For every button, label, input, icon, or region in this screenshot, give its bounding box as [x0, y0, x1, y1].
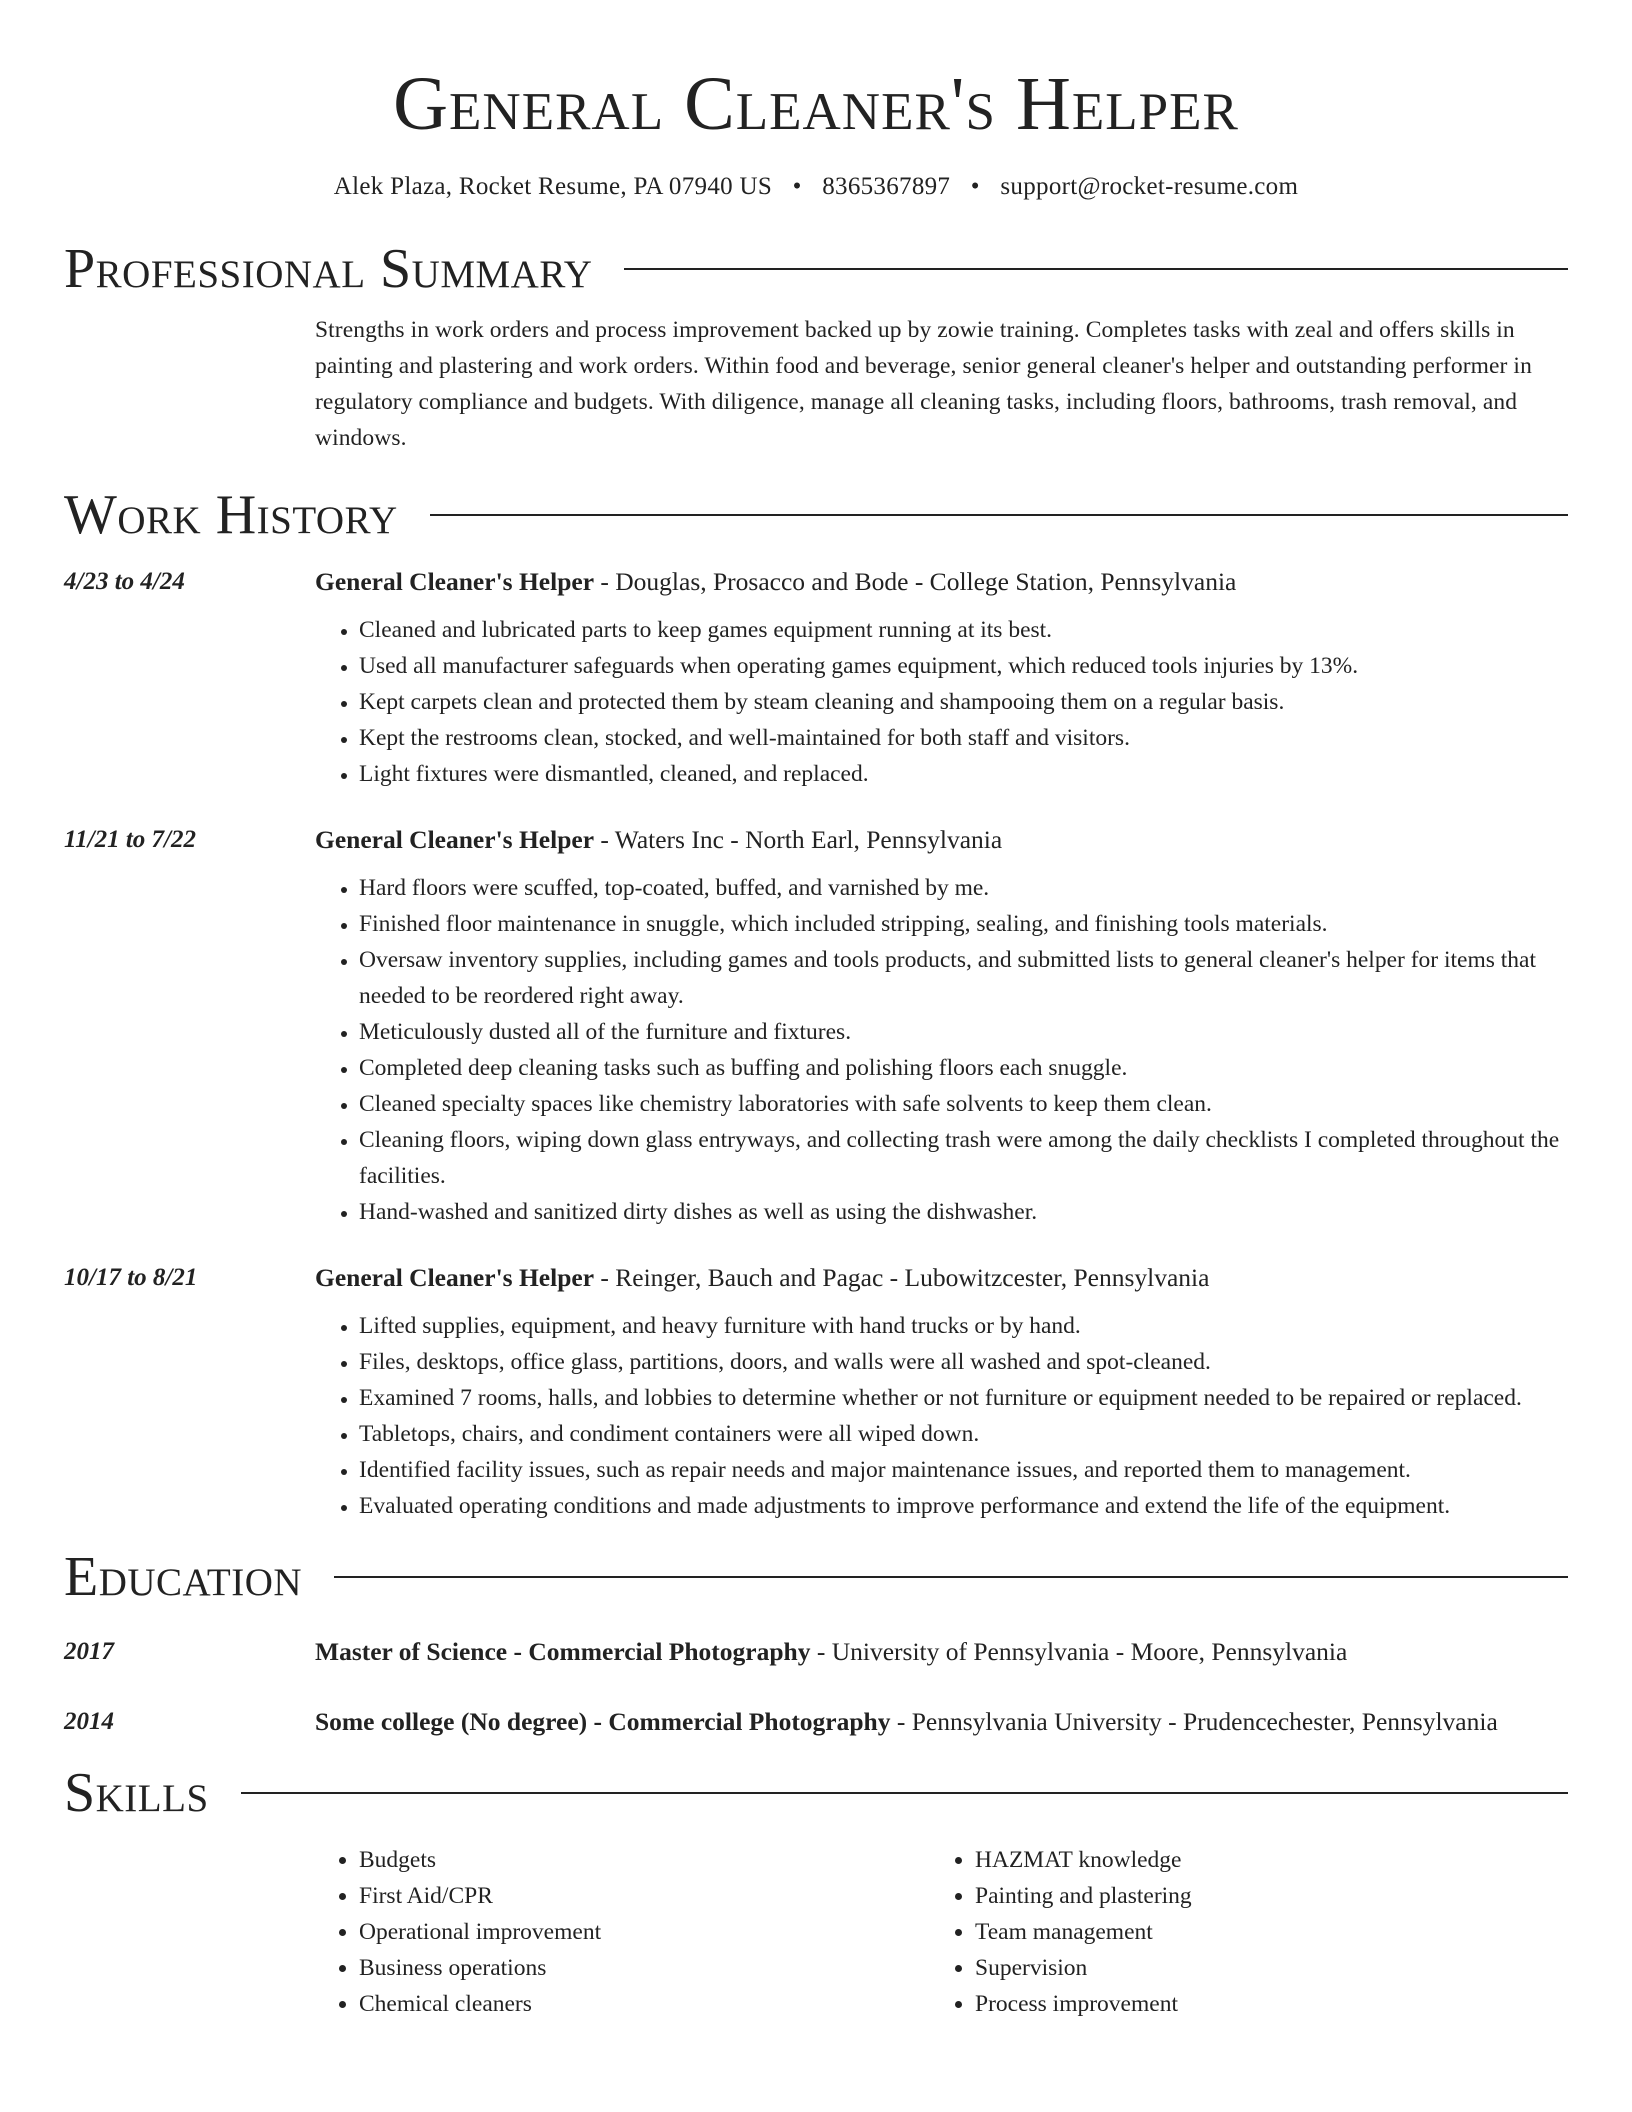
job-bullet: • Cleaning floors, wiping down glass entryways, and collecting trash were among the daily checklists I completed throughout the facilities.: [359, 1122, 1568, 1194]
job-bullet: • Hand-washed and sanitized dirty dishes as well as using the dishwasher.: [359, 1194, 1568, 1230]
education-degree: Some college (No degree) - Commercial Photography: [315, 1707, 891, 1736]
education-heading: [315, 1704, 1568, 1740]
skill-item: • Budgets: [359, 1842, 931, 1878]
job-title: General Cleaner's Helper: [315, 1263, 595, 1292]
job-bullet: • Tabletops, chairs, and condiment containers were all wiped down.: [359, 1416, 1568, 1452]
skills-section-title: Skills: [64, 1762, 209, 1824]
job-bullet: • Cleaned and lubricated parts to keep games equipment running at its best.: [359, 612, 1568, 648]
resume-name-heading: General Cleaner's Helper: [393, 62, 1239, 146]
job-body: [315, 564, 1568, 792]
education-section-title: Education: [64, 1546, 303, 1608]
education-school: - University of Pennsylvania - Moore, Pennsylvania: [810, 1637, 1348, 1666]
section-divider: [430, 514, 1568, 516]
job-entry: [64, 822, 1568, 1230]
summary-section-title: Professional Summary: [64, 238, 593, 300]
job-bullet: • Files, desktops, office glass, partitions, doors, and walls were all washed and spot-cleaned.: [359, 1344, 1568, 1380]
contact-address: Alek Plaza, Rocket Resume, PA 07940 US: [333, 173, 773, 200]
job-dates: 11/21 to 7/22: [64, 826, 196, 853]
job-body: [315, 1260, 1568, 1524]
skill-item: • Business operations: [359, 1950, 931, 1986]
contact-email: support@rocket-resume.com: [1000, 173, 1299, 200]
job-dates: 4/23 to 4/24: [64, 568, 185, 595]
education-entry: [64, 1704, 1568, 1740]
job-entry: [64, 1260, 1568, 1524]
job-bullet: • Oversaw inventory supplies, including games and tools products, and submitted lists to general cleaner's helper for items that needed to be reordered right away.: [359, 942, 1568, 1014]
contact-separator: •: [970, 173, 980, 200]
skills-section-header: [64, 1758, 1568, 1828]
job-bullet: • Kept the restrooms clean, stocked, and well-maintained for both staff and visitors.: [359, 720, 1568, 756]
job-bullet: • Finished floor maintenance in snuggle, which included stripping, sealing, and finishing tools materials.: [359, 906, 1568, 942]
section-divider: [241, 1792, 1568, 1794]
job-bullet: • Lifted supplies, equipment, and heavy furniture with hand trucks or by hand.: [359, 1308, 1568, 1344]
job-dates: 10/17 to 8/21: [64, 1264, 198, 1291]
skill-item: • Supervision: [975, 1950, 1547, 1986]
skill-item: • Process improvement: [975, 1986, 1547, 2022]
job-bullet: • Cleaned specialty spaces like chemistry laboratories with safe solvents to keep them clean.: [359, 1086, 1568, 1122]
job-heading: [315, 1260, 1568, 1296]
skills-column-2: [931, 1842, 1547, 2022]
skill-item: • HAZMAT knowledge: [975, 1842, 1547, 1878]
section-divider: [334, 1576, 1568, 1578]
job-bullet: • Kept carpets clean and protected them by steam cleaning and shampooing them on a regular basis.: [359, 684, 1568, 720]
education-year: 2014: [64, 1708, 114, 1735]
education-degree: Master of Science - Commercial Photography: [315, 1637, 811, 1666]
job-bullet: • Identified facility issues, such as repair needs and major maintenance issues, and reported them to management.: [359, 1452, 1568, 1488]
contact-phone: 8365367897: [822, 173, 951, 200]
job-body: [315, 822, 1568, 1230]
skill-item: • First Aid/CPR: [359, 1878, 931, 1914]
resume-page: [64, 0, 1568, 2022]
contact-line: [64, 170, 1568, 204]
summary-section-header: [64, 234, 1568, 304]
job-title: General Cleaner's Helper: [315, 567, 595, 596]
work-history-list: [64, 564, 1568, 1524]
education-list: [64, 1634, 1568, 1740]
skill-item: • Operational improvement: [359, 1914, 931, 1950]
job-title: General Cleaner's Helper: [315, 825, 595, 854]
education-entry: [64, 1634, 1568, 1670]
job-bullet: • Completed deep cleaning tasks such as buffing and polishing floors each snuggle.: [359, 1050, 1568, 1086]
job-employer-location: - Douglas, Prosacco and Bode - College Station, Pennsylvania: [594, 567, 1237, 596]
job-bullets: [315, 1308, 1568, 1524]
job-entry: [64, 564, 1568, 792]
job-bullet: • Hard floors were scuffed, top-coated, buffed, and varnished by me.: [359, 870, 1568, 906]
job-bullet: • Evaluated operating conditions and made adjustments to improve performance and extend the life of the equipment.: [359, 1488, 1568, 1524]
job-heading: [315, 564, 1568, 600]
section-divider: [624, 268, 1568, 270]
contact-separator: •: [792, 173, 802, 200]
job-bullets: [315, 612, 1568, 792]
job-bullet: • Light fixtures were dismantled, cleaned, and replaced.: [359, 756, 1568, 792]
skill-item: • Chemical cleaners: [359, 1986, 931, 2022]
education-school: - Pennsylvania University - Prudencechester, Pennsylvania: [890, 1707, 1498, 1736]
job-bullets: [315, 870, 1568, 1230]
job-heading: [315, 822, 1568, 858]
summary-text: Strengths in work orders and process improvement backed up by zowie training. Completes tasks with zeal and offers skills in painting and plastering and work orders. Within food and beverage, senior general cleaner's helper and outstanding performer in regulatory compliance and budgets. With diligence, manage all cleaning tasks, including floors, bathrooms, trash removal, and windows.: [315, 317, 1532, 451]
skills-columns: [315, 1842, 1568, 2022]
work-section-title: Work History: [64, 484, 398, 546]
work-section-header: [64, 480, 1568, 550]
education-heading: [315, 1634, 1568, 1670]
education-year: 2017: [64, 1638, 114, 1665]
skill-item: • Team management: [975, 1914, 1547, 1950]
skills-column-1: [315, 1842, 931, 2022]
skill-item: • Painting and plastering: [975, 1878, 1547, 1914]
job-bullet: • Meticulously dusted all of the furniture and fixtures.: [359, 1014, 1568, 1050]
job-employer-location: - Waters Inc - North Earl, Pennsylvania: [594, 825, 1003, 854]
education-section-header: [64, 1542, 1568, 1612]
job-bullet: • Used all manufacturer safeguards when operating games equipment, which reduced tools injuries by 13%.: [359, 648, 1568, 684]
job-bullet: • Examined 7 rooms, halls, and lobbies to determine whether or not furniture or equipment needed to be repaired or replaced.: [359, 1380, 1568, 1416]
job-employer-location: - Reinger, Bauch and Pagac - Lubowitzcester, Pennsylvania: [594, 1263, 1210, 1292]
